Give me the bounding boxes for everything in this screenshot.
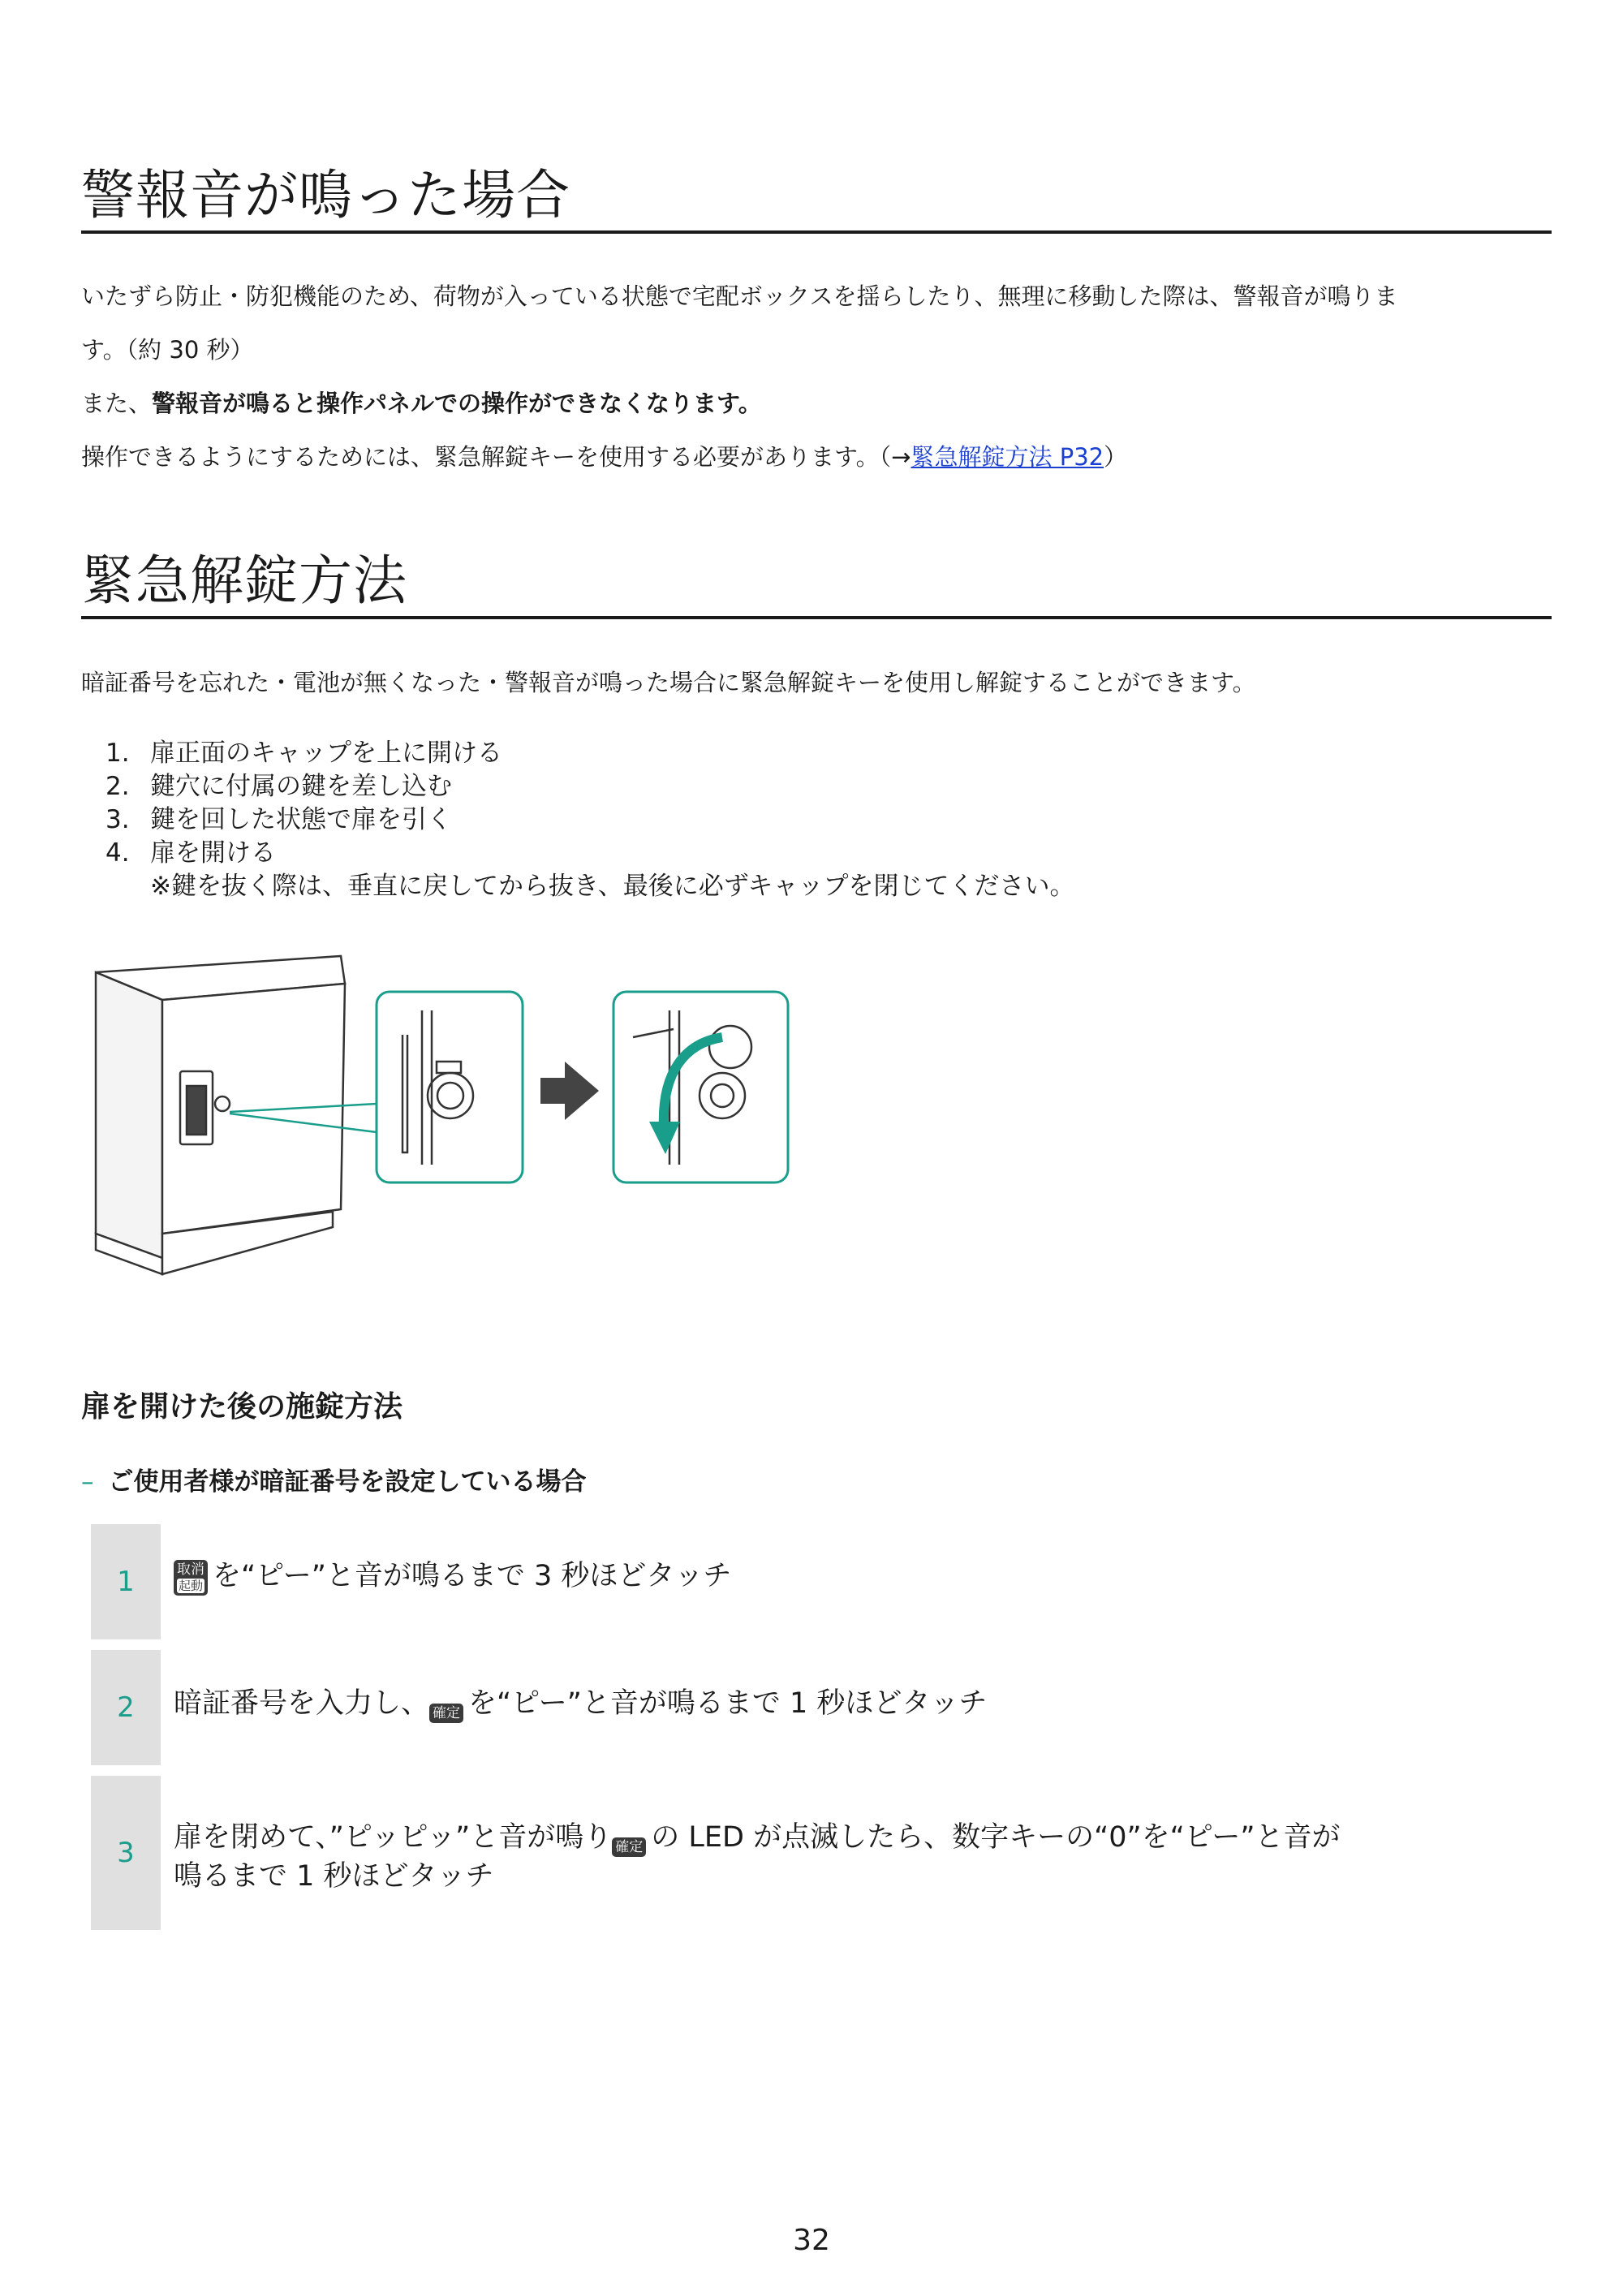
locking-method-subtitle — [81, 1461, 587, 1497]
cancel-key-label: 取消 — [177, 1562, 204, 1578]
lock-step-2-text-a: 暗証番号を入力し、 — [174, 1687, 430, 1720]
unlock-step-text: 扉正面のキャップを上に開ける — [150, 739, 502, 768]
alarm-paragraph-3-suffix: ） — [1104, 443, 1128, 471]
unlock-step — [105, 770, 1075, 803]
lock-step-1 — [91, 1524, 1552, 1639]
unlock-note: ※鍵を抜く際は、垂直に戻してから抜き、最後に必ずキャップを閉じてください。 — [150, 872, 1075, 901]
cancel-start-key-icon — [174, 1560, 208, 1596]
unlock-step-number: 3. — [105, 805, 130, 834]
unlock-steps-list — [105, 737, 1075, 903]
arrow-right-icon — [540, 1062, 599, 1120]
locking-method-title: 扉を開けた後の施錠方法 — [81, 1390, 403, 1424]
lock-step-text — [174, 1557, 731, 1596]
unlock-step-number: 2. — [105, 772, 130, 801]
alarm-paragraph-1 — [81, 269, 1558, 377]
unlock-step-text: 扉を開ける — [150, 838, 276, 868]
emergency-intro: 暗証番号を忘れた・電池が無くなった・警報音が鳴った場合に緊急解錠キーを使用し解錠することができます。 — [81, 669, 1256, 696]
alarm-paragraph-3 — [81, 430, 1558, 484]
section-title-emergency-unlock: 緊急解錠方法 — [81, 552, 1552, 619]
alarm-paragraph-1a: いたずら防止・防犯機能のため、荷物が入っている状態で宅配ボックスを揺らしたり、無理に移動した際は、警報音が鳴りま — [81, 282, 1398, 310]
lock-step-3 — [91, 1776, 1552, 1930]
unlock-step-text: 鍵を回した状態で扉を引く — [150, 805, 452, 834]
alarm-paragraph-2 — [81, 377, 1558, 430]
confirm-key-icon: 確定 — [612, 1837, 646, 1857]
lock-step-text — [174, 1684, 987, 1723]
lock-step-number: 2 — [91, 1650, 161, 1765]
alarm-paragraph-1b: す。（約 30 秒） — [81, 336, 254, 364]
delivery-box-illustration — [81, 941, 812, 1282]
lock-step-1-text: を“ピー”と音が鳴るまで 3 秒ほどタッチ — [213, 1560, 732, 1592]
page-number: 32 — [793, 2224, 830, 2257]
section-title-alarm: 警報音が鳴った場合 — [81, 166, 1552, 234]
alarm-paragraph-2-prefix: また、 — [81, 390, 153, 417]
subtitle-text: ご使用者様が暗証番号を設定している場合 — [108, 1467, 587, 1497]
subtitle-dash: – — [81, 1467, 94, 1497]
alarm-paragraph-2-bold: 警報音が鳴ると操作パネルでの操作ができなくなります。 — [152, 390, 762, 417]
unlock-step-number: 1. — [105, 739, 130, 768]
unlock-step — [105, 837, 1075, 870]
unlock-step — [105, 737, 1075, 770]
start-key-label: 起動 — [179, 1579, 204, 1593]
confirm-key-icon: 確定 — [429, 1704, 463, 1723]
lock-step-3-text-b: の LED が点滅したら、数字キーの“0”を“ピー”と音が — [651, 1821, 1341, 1854]
lock-step-3-text-c: 鳴るまで 1 秒ほどタッチ — [174, 1860, 494, 1893]
lock-step-number: 1 — [91, 1524, 161, 1639]
unlock-step — [105, 803, 1075, 837]
lock-step-3-text-a: 扉を閉めて、”ピッピッ”と音が鳴り — [174, 1821, 613, 1854]
lock-step-2 — [91, 1650, 1552, 1765]
alarm-paragraph-3-prefix: 操作できるようにするためには、緊急解錠キーを使用する必要があります。（→ — [81, 443, 911, 471]
lock-step-text — [174, 1818, 1341, 1896]
lock-step-2-text-b: を“ピー”と音が鳴るまで 1 秒ほどタッチ — [468, 1687, 988, 1720]
unlock-step-number: 4. — [105, 838, 130, 868]
unlock-step-text: 鍵穴に付属の鍵を差し込む — [150, 772, 452, 801]
emergency-unlock-link[interactable]: 緊急解錠方法 P32 — [911, 443, 1104, 471]
lock-step-number: 3 — [91, 1776, 161, 1930]
